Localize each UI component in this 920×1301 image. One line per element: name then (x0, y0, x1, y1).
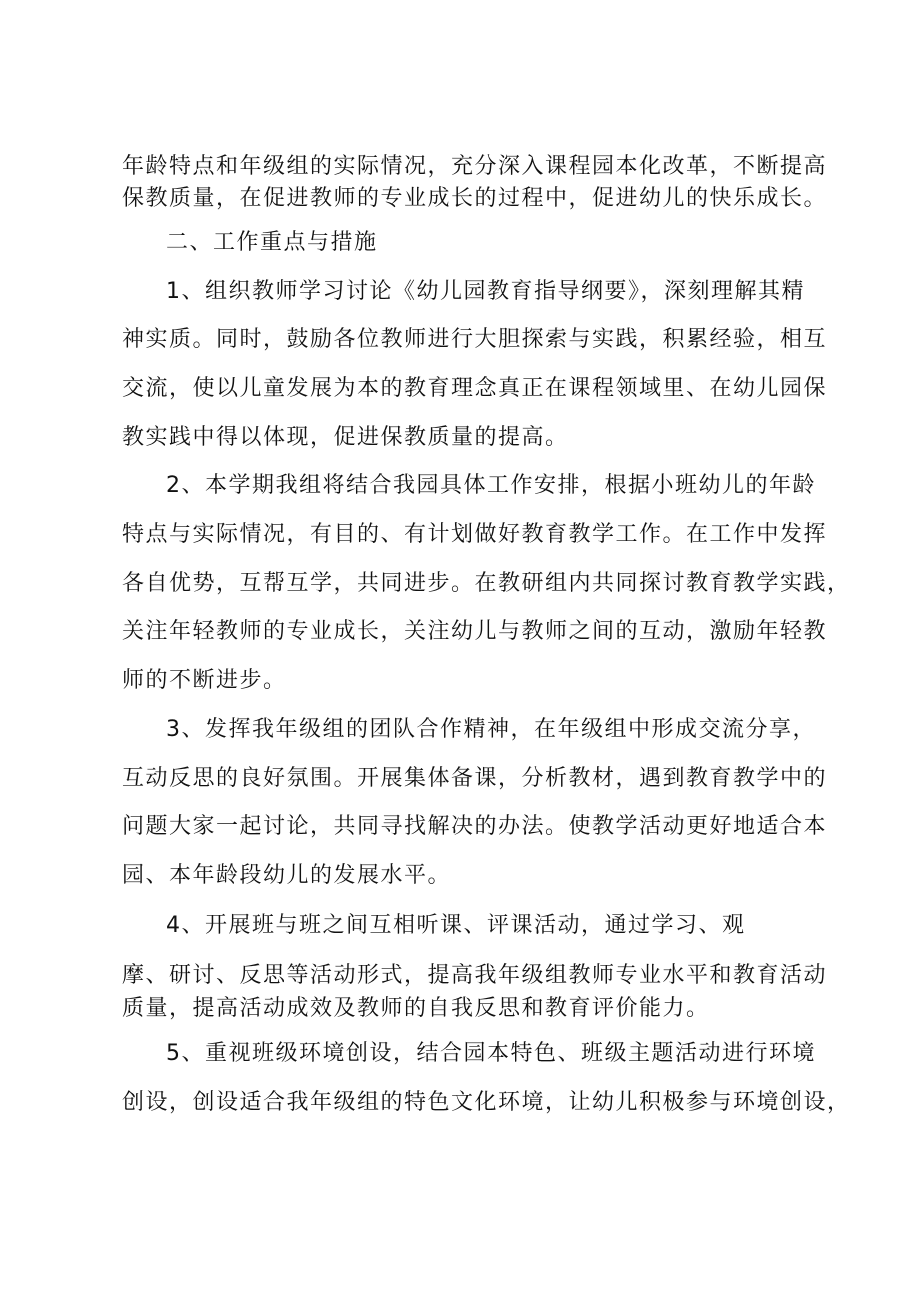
text-line: 1、组织教师学习讨论《幼儿园教育指导纲要》，深刻理解其精 (166, 279, 805, 304)
text-line: 摩、研讨、反思等活动形式，提高我年级组教师专业水平和教育活动 (122, 963, 828, 988)
text-line: 4、开展班与班之间互相听课、评课活动，通过学习、观 (166, 913, 746, 938)
text-line: 年龄特点和年级组的实际情况，充分深入课程园本化改革，不断提高 (122, 154, 828, 179)
text-line: 各自优势，互帮互学，共同进步。在教研组内共同探讨教育教学实践， (122, 571, 851, 596)
text-line: 神实质。同时，鼓励各位教师进行大胆探索与实践，积累经验，相互 (122, 327, 828, 352)
text-line: 特点与实际情况，有目的、有计划做好教育教学工作。在工作中发挥 (122, 522, 828, 547)
text-line: 关注年轻教师的专业成长，关注幼儿与教师之间的互动，激励年轻教 (122, 619, 828, 644)
text-line: 问题大家一起讨论，共同寻找解决的办法。使教学活动更好地适合本 (122, 814, 828, 839)
text-line: 教实践中得以体现，促进保教质量的提高。 (122, 425, 569, 450)
text-line: 互动反思的良好氛围。开展集体备课，分析教材，遇到教育教学中的 (122, 766, 828, 791)
text-line: 5、重视班级环境创设，结合园本特色、班级主题活动进行环境 (166, 1041, 816, 1066)
text-line: 2、本学期我组将结合我园具体工作安排，根据小班幼儿的年龄 (166, 473, 816, 498)
text-line: 园、本年龄段幼儿的发展水平。 (122, 863, 452, 888)
section-heading: 二、工作重点与措施 (166, 230, 378, 255)
text-line: 师的不断进步。 (122, 668, 287, 693)
text-line: 保教质量，在促进教师的专业成长的过程中，促进幼儿的快乐成长。 (122, 186, 828, 211)
text-line: 交流，使以儿童发展为本的教育理念真正在课程领域里、在幼儿园保 (122, 376, 828, 401)
text-line: 创设，创设适合我年级组的特色文化环境，让幼儿积极参与环境创设， (122, 1090, 851, 1115)
text-line: 3、发挥我年级组的团队合作精神，在年级组中形成交流分享， (166, 717, 816, 742)
text-line: 质量，提高活动成效及教师的自我反思和教育评价能力。 (122, 996, 710, 1021)
